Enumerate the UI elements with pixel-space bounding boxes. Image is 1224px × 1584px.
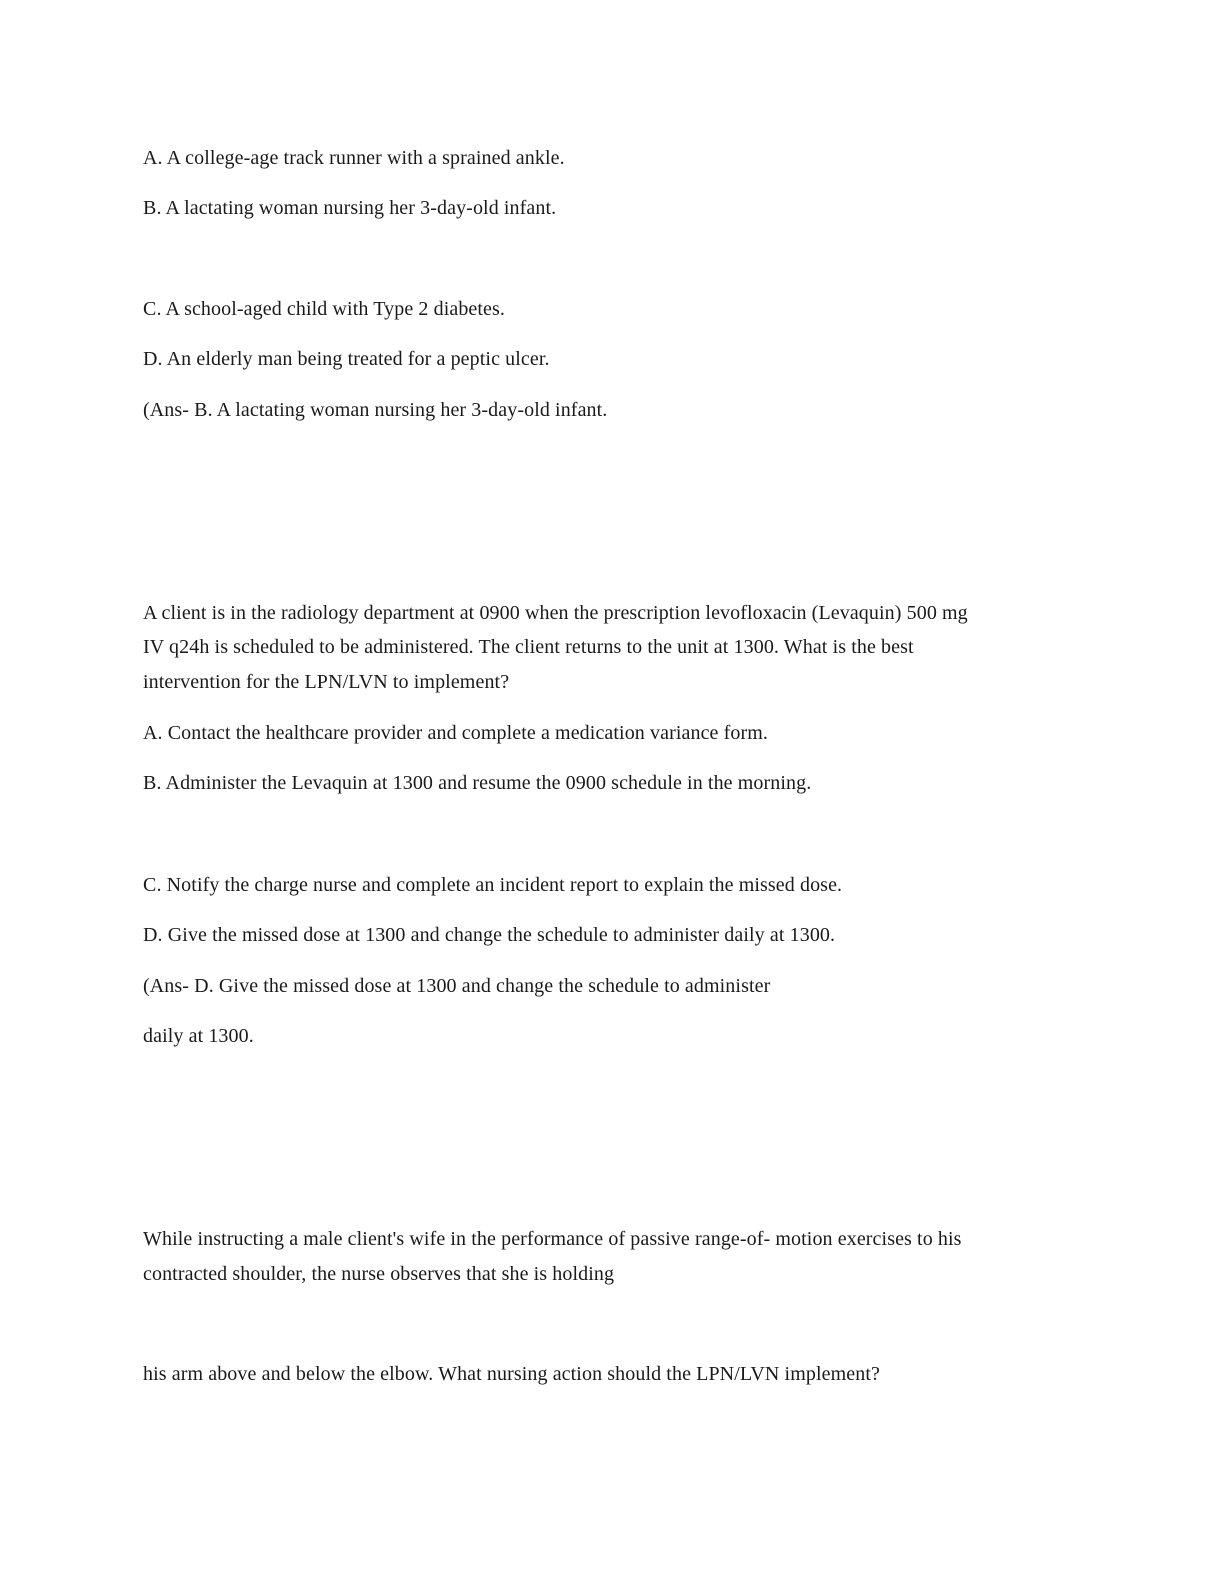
q3-question-line-3: his arm above and below the elbow. What nursing action should the LPN/LVN implement? <box>143 1363 880 1385</box>
q2-option-a: A. Contact the healthcare provider and complete a medication variance form. <box>143 722 769 744</box>
q2-option-d: D. Give the missed dose at 1300 and change the schedule to administer daily at 1300. <box>143 924 836 946</box>
q1-answer: (Ans- B. A lactating woman nursing her 3-day-old infant. <box>143 399 608 421</box>
q1-option-c: C. A school-aged child with Type 2 diabetes. <box>143 298 506 320</box>
q2-question-line-1: A client is in the radiology department at 0900 when the prescription levofloxacin (Levaquin) 500 mg <box>143 602 968 624</box>
q1-option-b: B. A lactating woman nursing her 3-day-old infant. <box>143 197 557 219</box>
q1-option-d: D. An elderly man being treated for a peptic ulcer. <box>143 348 550 370</box>
q2-answer-line-1: (Ans- D. Give the missed dose at 1300 and change the schedule to administer <box>143 975 771 997</box>
q2-option-b: B. Administer the Levaquin at 1300 and resume the 0900 schedule in the morning. <box>143 772 812 794</box>
q3-question-line-1: While instructing a male client's wife in the performance of passive range-of- motion exercises to his <box>143 1228 962 1250</box>
q2-question-line-2: IV q24h is scheduled to be administered. The client returns to the unit at 1300. What is the best <box>143 636 914 658</box>
q3-question-line-2: contracted shoulder, the nurse observes that she is holding <box>143 1263 615 1285</box>
q1-option-a: A. A college-age track runner with a sprained ankle. <box>143 147 565 169</box>
q2-answer-line-2: daily at 1300. <box>143 1025 254 1047</box>
q2-question-line-3: intervention for the LPN/LVN to implement? <box>143 671 510 693</box>
q2-option-c: C. Notify the charge nurse and complete an incident report to explain the missed dose. <box>143 874 843 896</box>
